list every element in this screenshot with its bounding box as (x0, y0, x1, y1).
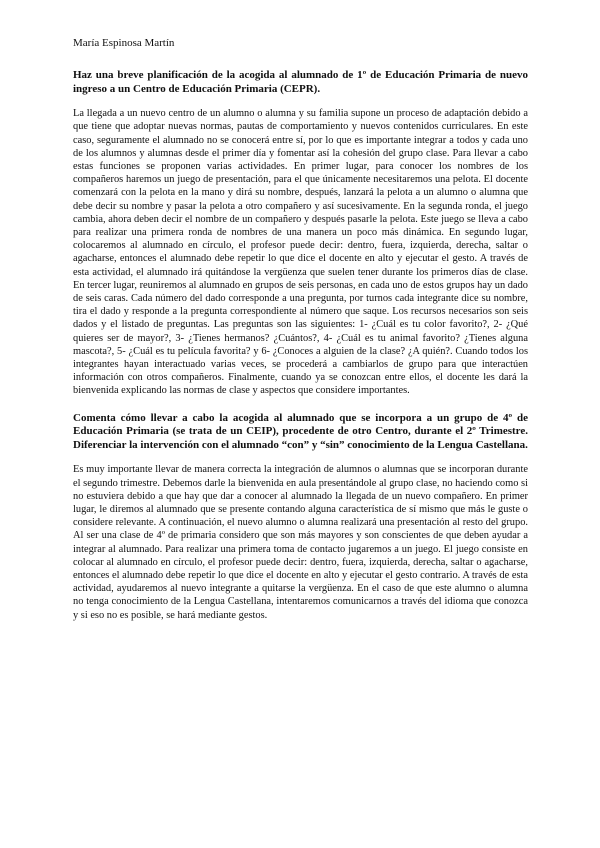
section-2-heading: Comenta cómo llevar a cabo la acogida al alumnado que se incorpora a un grupo de 4º de Educación Primaria (se trata de un CEIP), procedente de otro Centro, durante el 2º Trimestre. Diferenciar la intervención con el alumnado “con” y “sin” conocimiento de la Lengua Castellana. (73, 411, 528, 451)
author-name: María Espinosa Martín (73, 37, 175, 49)
section-1-heading: Haz una breve planificación de la acogida al alumnado de 1º de Educación Primaria de nuevo ingreso a un Centro de Educación Primaria (CEPR). (73, 69, 528, 95)
section-1-paragraph: La llegada a un nuevo centro de un alumno o alumna y su familia supone un proceso de adaptación debido a que tiene que adoptar nuevas normas, pautas de comportamiento y nuevos contenidos curriculares. En este caso, seguramente el alumnado no se conocerá entre sí, por lo que es importante integrar a todos y cada uno de los alumnos y alumnas desde el primer día y fomentar así la cohesión del grupo clase. Para llevar a cabo estas funciones se proponen varias actividades. En primer lugar, para conocer los nombres de los compañeros haremos un juego de presentación, para el que únicamente necesitaremos una pelota. El docente comenzará con la pelota en la mano y dirá su nombre, después, lanzará la pelota a un alumno o alumna que debe decir su nombre y pasar la pelota a otro compañero y así sucesivamente. En la segunda ronda, el juego cambia, ahora deben decir el nombre de un compañero y después pasarle la pelota. Este juego se lleva a cabo para realizar una primera ronda de nombres de una manera un poco más dinámica. En segundo lugar, colocaremos al alumnado en círculo, el profesor puede decir: dentro, fuera, izquierda, derecha, saltar o agacharse, entonces el alumnado debe repetir lo que dice el docente en alto y ejecutar el gesto. A través de esta actividad, el alumnado irá quitándose la vergüenza que suelen tener durante los primeros días de clase. En tercer lugar, reuniremos al alumnado en grupos de seis personas, en cada uno de estos grupos hay un dado de seis caras. Cada número del dado corresponde a una pregunta, por turnos cada integrante dice su nombre, tira el dado y responde a la pregunta correspondiente al número que saque. Los recursos necesarios son seis dados y el listado de preguntas. Las preguntas son las siguientes: 1- ¿Cuál es tu color favorito?, 2- ¿Qué quieres ser de mayor?, 3- ¿Tienes hermanos? ¿Cuántos?, 4- ¿Cuál es tu animal favorito? ¿Tienes alguna mascota?, 5- ¿Cuál es tu película favorita? y 6- ¿Conoces a alguien de la clase? ¿A quién?. Cuando todos los integrantes hayan interactuado varias veces, se procederá a cambiarlos de grupo para que interactúen información con otros compañeros. Finalmente, cuando ya se conozcan entre ellos, el docente les dará la bienvenida explicando las normas de clase y aspectos que considere importantes. (73, 108, 528, 397)
document-content (73, 69, 528, 622)
section-2-paragraph: Es muy importante llevar de manera correcta la integración de alumnos o alumnas que se incorporan durante el segundo trimestre. Debemos darle la bienvenida en aula presentándole al grupo clase, no haciendo como si no estuviera debido a que hay que dar a conocer al alumnado la llegada de un nuevo compañero. En primer lugar, le diremos al alumnado que se presente contando alguna característica de sí mismo que más le guste o considere relevante. A continuación, el nuevo alumno o alumna realizará una presentación al resto del grupo. Al ser una clase de 4º de primaria considero que son más mayores y son conscientes de que deben ayudar a integrar al alumnado. Para realizar una primera toma de contacto jugaremos a un juego. El juego consiste en colocar al alumnado en círculo, el profesor puede decir: dentro, fuera, izquierda, derecha, saltar o agacharse, entonces el alumnado debe repetir lo que dice el docente en alto y ejecutar el gesto contrario. A través de esta actividad, ayudaremos al nuevo integrante a quitarse la vergüenza. En el caso de que este alumno o alumna no tenga conocimiento de la Lengua Castellana, intentaremos comunicarnos a través del idioma que conozca y si eso no es posible, se hará mediante gestos. (73, 464, 528, 621)
